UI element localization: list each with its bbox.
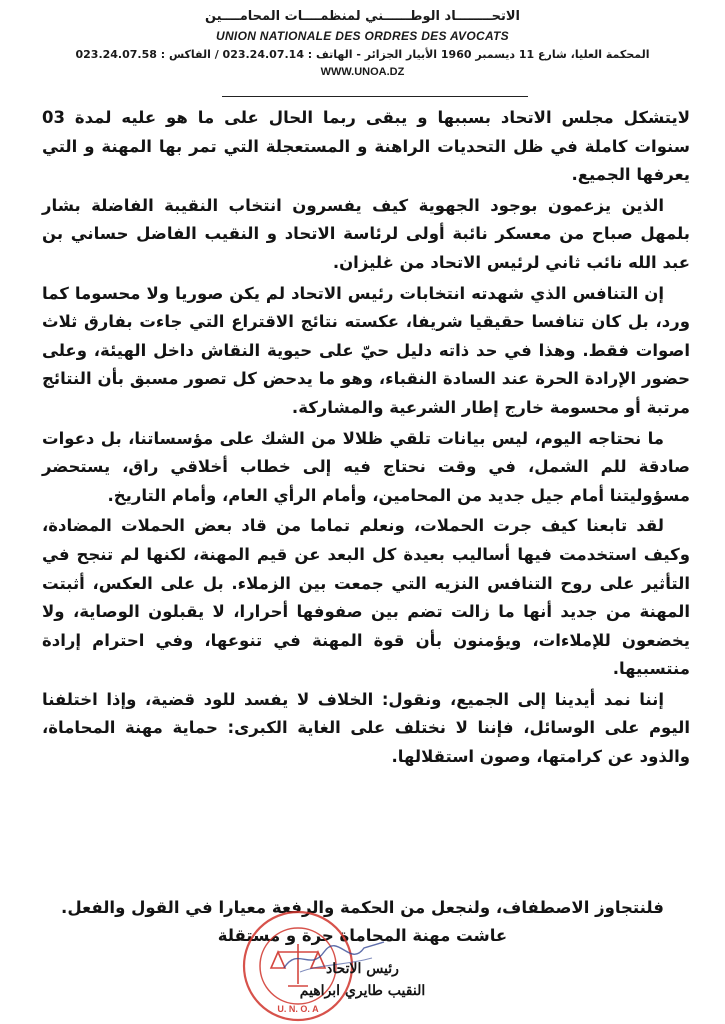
paragraph: إننا نمد أيدينا إلى الجميع، ونقول: الخلاف لا يفسد للود قضية، وإذا اختلفنا اليوم على الوسائل، فإننا لا نختلف على الغاية الكبرى: حماية مهنة المحاماة، والذود عن كرامتها، وصون استقلالها.	[42, 689, 690, 767]
header-divider	[222, 96, 528, 97]
org-name-french: UNION NATIONALE DES ORDRES DES AVOCATS	[216, 29, 509, 43]
closing-call: فلنتجاوز الاصطفاف، ولنجعل من الحكمة والرفعة معيارا في القول والفعل.	[61, 898, 664, 917]
paragraph: لايتشكل مجلس الاتحاد بسببها و يبقى ربما الحال على ما هو عليه لمدة 03 سنوات كاملة في ظل التحديات الراهنة و المستعجلة التي تمر بها المهنة و التي يعرفها الجميع.	[42, 108, 690, 185]
paragraph: الذين يزعمون بوجود الجهوية كيف يفسرون انتخاب النقيبة الفاضلة بشار بلمهل صباح من معسكر نائبة أولى لرئاسة الاتحاد و النقيب الفاضل حساني بن عبد الله نائب ثاني لرئيس الاتحاد من غليزان.	[42, 195, 690, 272]
letterhead	[0, 8, 725, 79]
signatory-name: النقيب طايري ابراهيم	[299, 983, 426, 999]
org-name-arabic: الاتحــــــــاد الوطــــــني لمنظمــــات المحامــــين	[204, 9, 521, 24]
svg-text:U. N. O. A: U. N. O. A	[277, 1004, 319, 1014]
signatory-title: رئيس الاتحاد	[326, 961, 399, 977]
closing-slogan: عاشت مهنة المحاماة حرة و مستقلة	[217, 926, 508, 945]
statement-body	[42, 104, 690, 774]
paragraph: لقد تابعنا كيف جرت الحملات، ونعلم تماما من قاد بعض الحملات المضادة، وكيف استخدمت فيها أساليب بعيدة كل البعد عن قيم المهنة، لكنها لم تنجح في التأثير على روح التنافس النزيه التي جمعت بين الزملاء. بل على العكس، أثبتت المهنة من جديد أنها ما زالت تضم بين صفوفها أحرارا، لا يقبلون الوصاية، ولا يخضعون للإملاءات، ويؤمنون بأن قوة المهنة في تنوعها، وفي احترام إرادة منتسبيها.	[42, 516, 690, 679]
signature-block	[0, 958, 725, 1002]
closing-block	[0, 894, 725, 950]
org-website: WWW.UNOA.DZ	[320, 66, 405, 78]
org-address: المحكمة العليا، شارع 11 ديسمبر 1960 الأبيار الجزائر - الهاتف : 023.24.07.14 / الفاكس : 023.24.07.58	[75, 48, 650, 61]
paragraph: إن التنافس الذي شهدته انتخابات رئيس الاتحاد لم يكن صوريا ولا محسوما كما ورد، بل كان تنافسا حقيقيا شريفا، عكسته نتائج الاقتراع التي جاءت بفارق ثلاث اصوات فقط. وهذا في حد ذاته دليل حيّ على حيوية النقاش داخل الهيئة، وعلى حضور الإرادة الحرة عند السادة النقباء، وهو ما يدحض كل تصور مسبق بأن النتائج مرتبة أو محسومة خارج إطار الشرعية والمشاركة.	[42, 283, 690, 417]
paragraph: ما نحتاجه اليوم، ليس بيانات تلقي ظلالا من الشك على مؤسساتنا، بل دعوات صادقة للم الشمل، في وقت نحتاج فيه إلى خطاب أخلاقي راق، يستحضر مسؤوليتنا أمام جيل جديد من المحامين، وأمام الرأي العام، وأمام التاريخ.	[42, 428, 690, 505]
